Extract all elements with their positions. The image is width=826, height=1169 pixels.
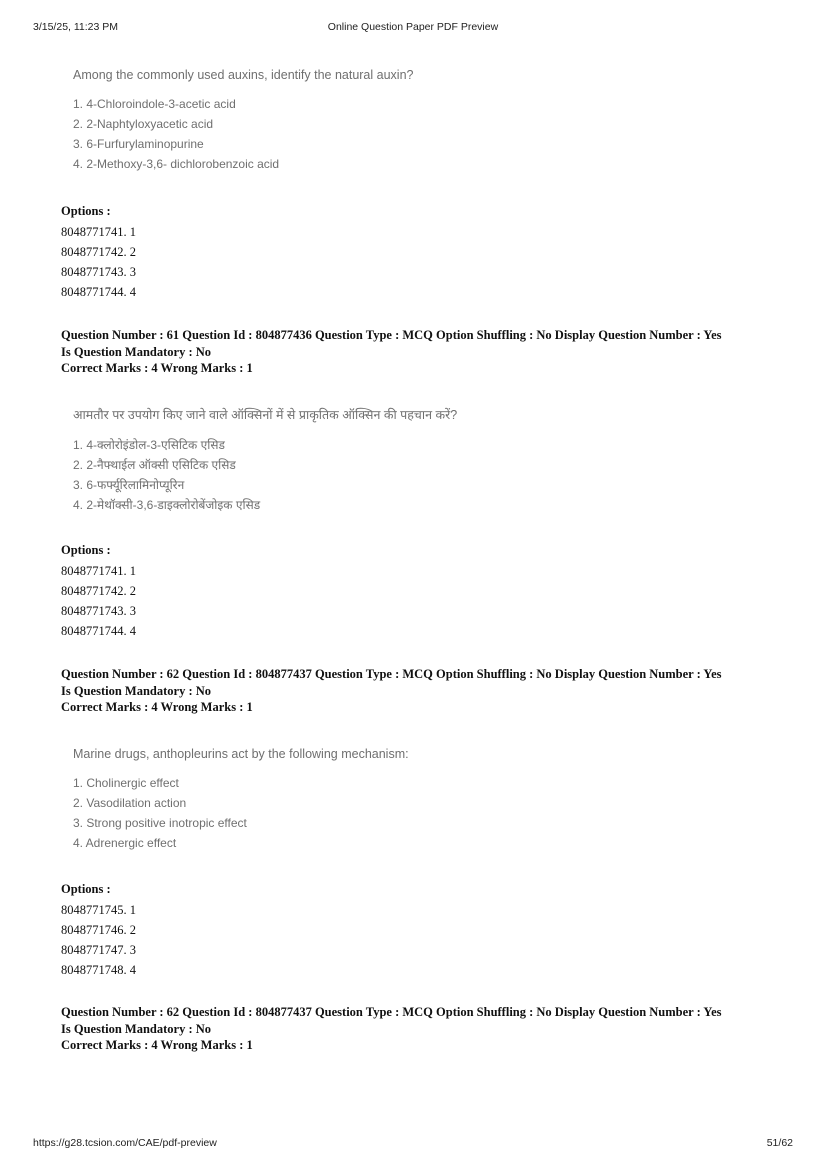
question-option: 2. 2-नैफ्थाईल ऑक्सी एसिटिक एसिड: [73, 458, 236, 472]
question-image-62: [73, 747, 409, 853]
question-meta-line: Question Number : 62 Question Id : 804877437 Question Type : MCQ Option Shuffling : No Display Question Number : Yes: [61, 667, 722, 681]
question-image-61: [73, 406, 457, 515]
print-datetime: 3/15/25, 11:23 PM: [33, 21, 119, 33]
options-list: [61, 204, 136, 302]
question-option: 3. 6-फर्फ्यूरिलामिनोप्यूरिन: [73, 478, 185, 492]
question-marks: Correct Marks : 4 Wrong Marks : 1: [61, 361, 253, 375]
question-option: 1. 4-Chloroindole-3-acetic acid: [73, 97, 236, 111]
question-meta-61: [61, 327, 781, 377]
question-option: 4. 2-Methoxy-3,6- dichlorobenzoic acid: [73, 157, 280, 171]
options-label: Options :: [61, 204, 111, 218]
question-image-60: [73, 68, 413, 174]
option-id: 8048771745. 1: [61, 903, 136, 917]
page-number: 51/62: [766, 1137, 793, 1149]
options-label: Options :: [61, 882, 111, 896]
question-text: आमतौर पर उपयोग किए जाने वाले ऑक्सिनों में से प्राकृतिक ऑक्सिन की पहचान करें?: [73, 408, 458, 422]
question-mandatory: Is Question Mandatory : No: [61, 683, 212, 698]
page-url: https://g28.tcsion.com/CAE/pdf-preview: [33, 1137, 217, 1149]
question-text: Marine drugs, anthopleurins act by the following mechanism:: [73, 747, 409, 761]
option-id: 8048771744. 4: [61, 285, 136, 299]
option-id: 8048771744. 4: [61, 624, 136, 638]
options-label: Options :: [61, 543, 111, 557]
print-title: Online Question Paper PDF Preview: [327, 21, 499, 33]
question-option: 4. 2-मेथॉक्सी-3,6-डाइक्लोरोबेंजोइक एसिड: [73, 498, 261, 512]
question-option: 2. Vasodilation action: [73, 796, 187, 810]
option-id: 8048771741. 1: [61, 564, 136, 578]
option-id: 8048771741. 1: [61, 225, 136, 239]
option-id: 8048771742. 2: [61, 245, 136, 259]
question-option: 1. 4-क्लोरोइंडोल-3-एसिटिक एसिड: [73, 438, 225, 452]
option-id: 8048771742. 2: [61, 584, 136, 598]
question-option: 1. Cholinergic effect: [73, 776, 179, 790]
options-list: [61, 543, 136, 641]
question-marks: Correct Marks : 4 Wrong Marks : 1: [61, 1038, 253, 1052]
question-meta-line: Question Number : 61 Question Id : 804877436 Question Type : MCQ Option Shuffling : No Display Question Number : Yes: [61, 328, 722, 342]
option-id: 8048771743. 3: [61, 265, 136, 279]
question-mandatory: Is Question Mandatory : No: [61, 1021, 212, 1036]
option-id: 8048771747. 3: [61, 943, 136, 957]
question-option: 3. 6-Furfurylaminopurine: [73, 137, 204, 151]
options-list: [61, 882, 136, 980]
option-id: 8048771746. 2: [61, 923, 136, 937]
question-meta-62: [61, 666, 781, 716]
option-id: 8048771748. 4: [61, 963, 136, 977]
question-option: 2. 2-Naphtyloxyacetic acid: [73, 117, 214, 131]
question-mandatory: Is Question Mandatory : No: [61, 344, 212, 359]
option-id: 8048771743. 3: [61, 604, 136, 618]
question-marks: Correct Marks : 4 Wrong Marks : 1: [61, 700, 253, 714]
question-text: Among the commonly used auxins, identify the natural auxin?: [73, 68, 414, 82]
question-option: 4. Adrenergic effect: [73, 836, 177, 850]
question-meta-62-hindi: [61, 1004, 781, 1054]
question-meta-line: Question Number : 62 Question Id : 804877437 Question Type : MCQ Option Shuffling : No Display Question Number : Yes: [61, 1005, 722, 1019]
question-option: 3. Strong positive inotropic effect: [73, 816, 247, 830]
